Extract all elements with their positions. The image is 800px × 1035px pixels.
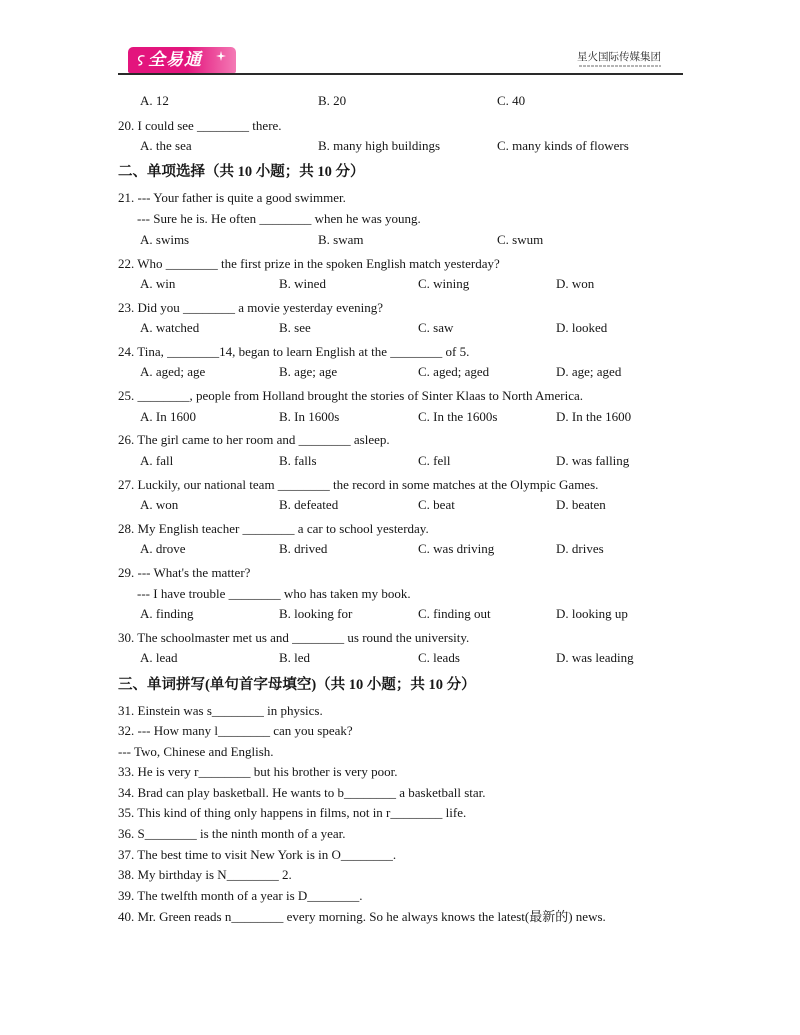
option-d: D. won <box>556 276 595 291</box>
question-39 <box>0 888 800 904</box>
option-b: B. In 1600s <box>279 409 340 424</box>
option-a: A. finding <box>140 606 194 621</box>
publisher-subtext-mark <box>579 65 661 67</box>
option-c: C. swum <box>497 232 544 247</box>
option-b: B. wined <box>279 276 326 291</box>
question-text: 26. The girl came to her room and ________ asleep. <box>118 432 390 447</box>
option-d: D. looking up <box>556 606 628 621</box>
publisher-name: 星火国际传媒集团 <box>577 51 661 63</box>
option-a: A. lead <box>140 650 178 665</box>
question-35 <box>0 805 800 821</box>
question-text: 40. Mr. Green reads n________ every morning. So he always knows the latest(最新的) news. <box>118 909 606 924</box>
option-c: C. In the 1600s <box>418 409 498 424</box>
option-c: C. was driving <box>418 541 495 556</box>
question-20-stem <box>0 118 800 134</box>
question-text: 36. S________ is the ninth month of a year. <box>118 826 346 841</box>
question-38 <box>0 867 800 883</box>
question-text: 25. ________, people from Holland brought the stories of Sinter Klaas to North America. <box>118 388 584 403</box>
question-30-stem <box>0 630 800 646</box>
option-a: A. drove <box>140 541 186 556</box>
logo-text: 全易通 <box>148 50 202 70</box>
option-b: B. defeated <box>279 497 339 512</box>
option-c: C. many kinds of flowers <box>497 138 629 153</box>
question-37 <box>0 847 800 863</box>
question-23-stem <box>0 300 800 316</box>
option-b: B. led <box>279 650 311 665</box>
question-28-options <box>0 541 800 557</box>
option-d: D. age; aged <box>556 364 622 379</box>
question-text: 37. The best time to visit New York is in O________. <box>118 847 397 862</box>
question-36 <box>0 826 800 842</box>
option-c: C. fell <box>418 453 451 468</box>
question-text: 24. Tina, ________14, began to learn English at the ________ of 5. <box>118 344 470 359</box>
section-2-heading: 二、单项选择（共 10 小题；共 10 分） <box>118 164 365 180</box>
option-a: A. the sea <box>140 138 192 153</box>
swirl-icon <box>136 54 146 66</box>
question-20-options <box>0 138 800 154</box>
question-29-stem <box>0 565 800 581</box>
question-24-stem <box>0 344 800 360</box>
sparkle-icon <box>216 51 226 61</box>
question-text: 34. Brad can play basketball. He wants to b________ a basketball star. <box>118 785 486 800</box>
question-23-options <box>0 320 800 336</box>
option-a: A. 12 <box>140 93 169 108</box>
question-40 <box>0 909 800 925</box>
question-28-stem <box>0 521 800 537</box>
question-22-stem <box>0 256 800 272</box>
question-25-options <box>0 409 800 425</box>
question-text: 28. My English teacher ________ a car to school yesterday. <box>118 521 429 536</box>
option-b: B. drived <box>279 541 328 556</box>
option-c: C. 40 <box>497 93 526 108</box>
question-text: 31. Einstein was s________ in physics. <box>118 703 323 718</box>
question-22-options <box>0 276 800 292</box>
question-text: 35. This kind of thing only happens in films, not in r________ life. <box>118 805 467 820</box>
question-text: 39. The twelfth month of a year is D________. <box>118 888 363 903</box>
question-text: 22. Who ________ the first prize in the spoken English match yesterday? <box>118 256 500 271</box>
question-26-stem <box>0 432 800 448</box>
option-b: B. many high buildings <box>318 138 441 153</box>
question-19-options <box>0 93 800 109</box>
question-21-options <box>0 232 800 248</box>
brand-logo <box>128 47 236 73</box>
question-27-options <box>0 497 800 513</box>
option-a: A. aged; age <box>140 364 206 379</box>
option-b: B. looking for <box>279 606 353 621</box>
option-a: A. In 1600 <box>140 409 196 424</box>
question-21-stem-line-2 <box>0 211 800 227</box>
question-text: 30. The schoolmaster met us and ________ us round the university. <box>118 630 470 645</box>
question-text: 20. I could see ________ there. <box>118 118 282 133</box>
option-b: B. falls <box>279 453 317 468</box>
option-b: B. swam <box>318 232 364 247</box>
option-c: C. leads <box>418 650 460 665</box>
option-b: B. 20 <box>318 93 347 108</box>
question-text: --- Sure he is. He often ________ when he was young. <box>137 211 421 226</box>
question-32-line-2 <box>0 744 800 760</box>
option-a: A. swims <box>140 232 190 247</box>
option-c: C. wining <box>418 276 470 291</box>
question-text: 32. --- How many l________ can you speak? <box>118 723 353 738</box>
question-29-options <box>0 606 800 622</box>
question-text: 21. --- Your father is quite a good swimmer. <box>118 190 346 205</box>
question-text: --- Two, Chinese and English. <box>118 744 274 759</box>
option-c: C. aged; aged <box>418 364 490 379</box>
option-d: D. looked <box>556 320 608 335</box>
question-31 <box>0 703 800 719</box>
question-text: 29. --- What's the matter? <box>118 565 251 580</box>
question-text: 23. Did you ________ a movie yesterday evening? <box>118 300 383 315</box>
question-text: 27. Luckily, our national team ________ the record in some matches at the Olympic Games. <box>118 477 599 492</box>
question-text: --- I have trouble ________ who has taken my book. <box>137 586 411 601</box>
option-d: D. was falling <box>556 453 630 468</box>
option-c: C. finding out <box>418 606 491 621</box>
question-32 <box>0 723 800 739</box>
option-a: A. won <box>140 497 179 512</box>
option-d: D. In the 1600 <box>556 409 632 424</box>
option-d: D. was leading <box>556 650 634 665</box>
option-c: C. saw <box>418 320 454 335</box>
option-d: D. beaten <box>556 497 606 512</box>
option-b: B. age; age <box>279 364 338 379</box>
question-21-stem <box>0 190 800 206</box>
question-text: 38. My birthday is N________ 2. <box>118 867 292 882</box>
question-25-stem <box>0 388 800 404</box>
section-3-heading: 三、单词拼写(单句首字母填空)（共 10 小题；共 10 分） <box>118 677 476 693</box>
question-26-options <box>0 453 800 469</box>
option-a: A. fall <box>140 453 174 468</box>
question-34 <box>0 785 800 801</box>
option-b: B. see <box>279 320 311 335</box>
question-33 <box>0 764 800 780</box>
question-text: 33. He is very r________ but his brother is very poor. <box>118 764 398 779</box>
option-d: D. drives <box>556 541 604 556</box>
question-30-options <box>0 650 800 666</box>
question-27-stem <box>0 477 800 493</box>
option-a: A. win <box>140 276 176 291</box>
option-a: A. watched <box>140 320 200 335</box>
question-29-stem-line-2 <box>0 586 800 602</box>
option-c: C. beat <box>418 497 455 512</box>
header-divider <box>118 73 683 75</box>
question-24-options <box>0 364 800 380</box>
